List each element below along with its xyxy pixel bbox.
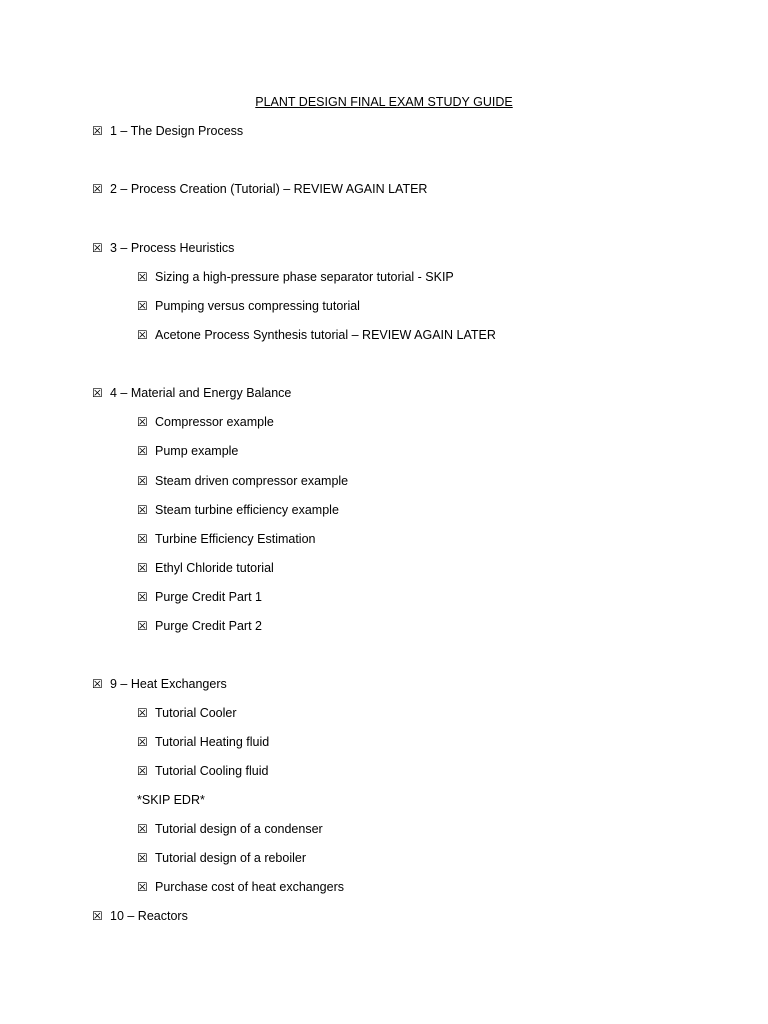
list-item-text: 10 – Reactors	[110, 909, 188, 923]
checkbox-checked-icon: ☒	[137, 328, 148, 342]
list-item-text: Tutorial Cooler	[155, 706, 237, 720]
checkbox-checked-icon: ☒	[92, 909, 103, 923]
list-item-text: Tutorial design of a reboiler	[155, 851, 307, 865]
list-item	[92, 123, 243, 139]
list-subitem	[137, 443, 238, 459]
list-subitem	[137, 269, 454, 285]
checkbox-checked-icon: ☒	[137, 299, 148, 313]
list-subitem	[137, 531, 316, 547]
list-subitem	[137, 502, 339, 518]
list-subitem	[137, 734, 269, 750]
list-subitem	[137, 850, 306, 866]
checkbox-checked-icon: ☒	[137, 619, 148, 633]
checkbox-checked-icon: ☒	[137, 270, 148, 284]
list-item-text: Acetone Process Synthesis tutorial – REVIEW AGAIN LATER	[155, 328, 496, 342]
list-item-text: Purchase cost of heat exchangers	[155, 880, 345, 894]
list-item-text: Compressor example	[155, 415, 274, 429]
checkbox-checked-icon: ☒	[137, 851, 148, 865]
list-subitem	[137, 414, 274, 430]
checkbox-checked-icon: ☒	[137, 532, 148, 546]
list-item-text: 1 – The Design Process	[110, 124, 244, 138]
checkbox-checked-icon: ☒	[92, 386, 103, 400]
list-item-text: Tutorial Heating fluid	[155, 735, 270, 749]
list-item	[92, 908, 188, 924]
list-subitem	[137, 298, 360, 314]
list-item-text: Steam turbine efficiency example	[155, 503, 339, 517]
list-item-text: 9 – Heat Exchangers	[110, 677, 227, 691]
list-item-text: 4 – Material and Energy Balance	[110, 386, 292, 400]
checkbox-checked-icon: ☒	[137, 764, 148, 778]
list-item	[92, 240, 234, 256]
list-item-text: Purge Credit Part 2	[155, 619, 262, 633]
checkbox-checked-icon: ☒	[92, 241, 103, 255]
list-subitem	[137, 763, 268, 779]
list-item	[92, 385, 291, 401]
checkbox-checked-icon: ☒	[92, 677, 103, 691]
checkbox-checked-icon: ☒	[137, 561, 148, 575]
list-item-text: Tutorial design of a condenser	[155, 822, 323, 836]
checkbox-checked-icon: ☒	[137, 822, 148, 836]
list-subitem	[137, 879, 344, 895]
list-subitem	[137, 589, 262, 605]
checkbox-checked-icon: ☒	[137, 880, 148, 894]
skip-note: *SKIP EDR*	[137, 793, 205, 807]
list-subitem	[137, 473, 348, 489]
checkbox-checked-icon: ☒	[137, 706, 148, 720]
checkbox-checked-icon: ☒	[137, 474, 148, 488]
list-item-text: 2 – Process Creation (Tutorial) – REVIEW AGAIN LATER	[110, 182, 428, 196]
checkbox-checked-icon: ☒	[92, 182, 103, 196]
checkbox-checked-icon: ☒	[137, 590, 148, 604]
list-subitem	[137, 560, 274, 576]
list-item	[92, 676, 227, 692]
list-item-text: 3 – Process Heuristics	[110, 241, 235, 255]
list-item-text: Ethyl Chloride tutorial	[155, 561, 274, 575]
checkbox-checked-icon: ☒	[137, 503, 148, 517]
list-subitem	[137, 327, 496, 343]
checkbox-checked-icon: ☒	[137, 415, 148, 429]
list-item-text: Tutorial Cooling fluid	[155, 764, 269, 778]
list-item-text: Steam driven compressor example	[155, 474, 349, 488]
list-item-text: Purge Credit Part 1	[155, 590, 262, 604]
list-item-text: Pumping versus compressing tutorial	[155, 299, 360, 313]
list-subitem	[137, 821, 323, 837]
document-title: PLANT DESIGN FINAL EXAM STUDY GUIDE	[255, 95, 513, 109]
checkbox-checked-icon: ☒	[137, 444, 148, 458]
checkbox-checked-icon: ☒	[137, 735, 148, 749]
checkbox-checked-icon: ☒	[92, 124, 103, 138]
list-item	[92, 181, 427, 197]
list-subitem	[137, 618, 262, 634]
list-subitem	[137, 705, 237, 721]
list-item-text: Sizing a high-pressure phase separator tutorial - SKIP	[155, 270, 454, 284]
list-item-text: Turbine Efficiency Estimation	[155, 532, 316, 546]
list-item-text: Pump example	[155, 444, 239, 458]
